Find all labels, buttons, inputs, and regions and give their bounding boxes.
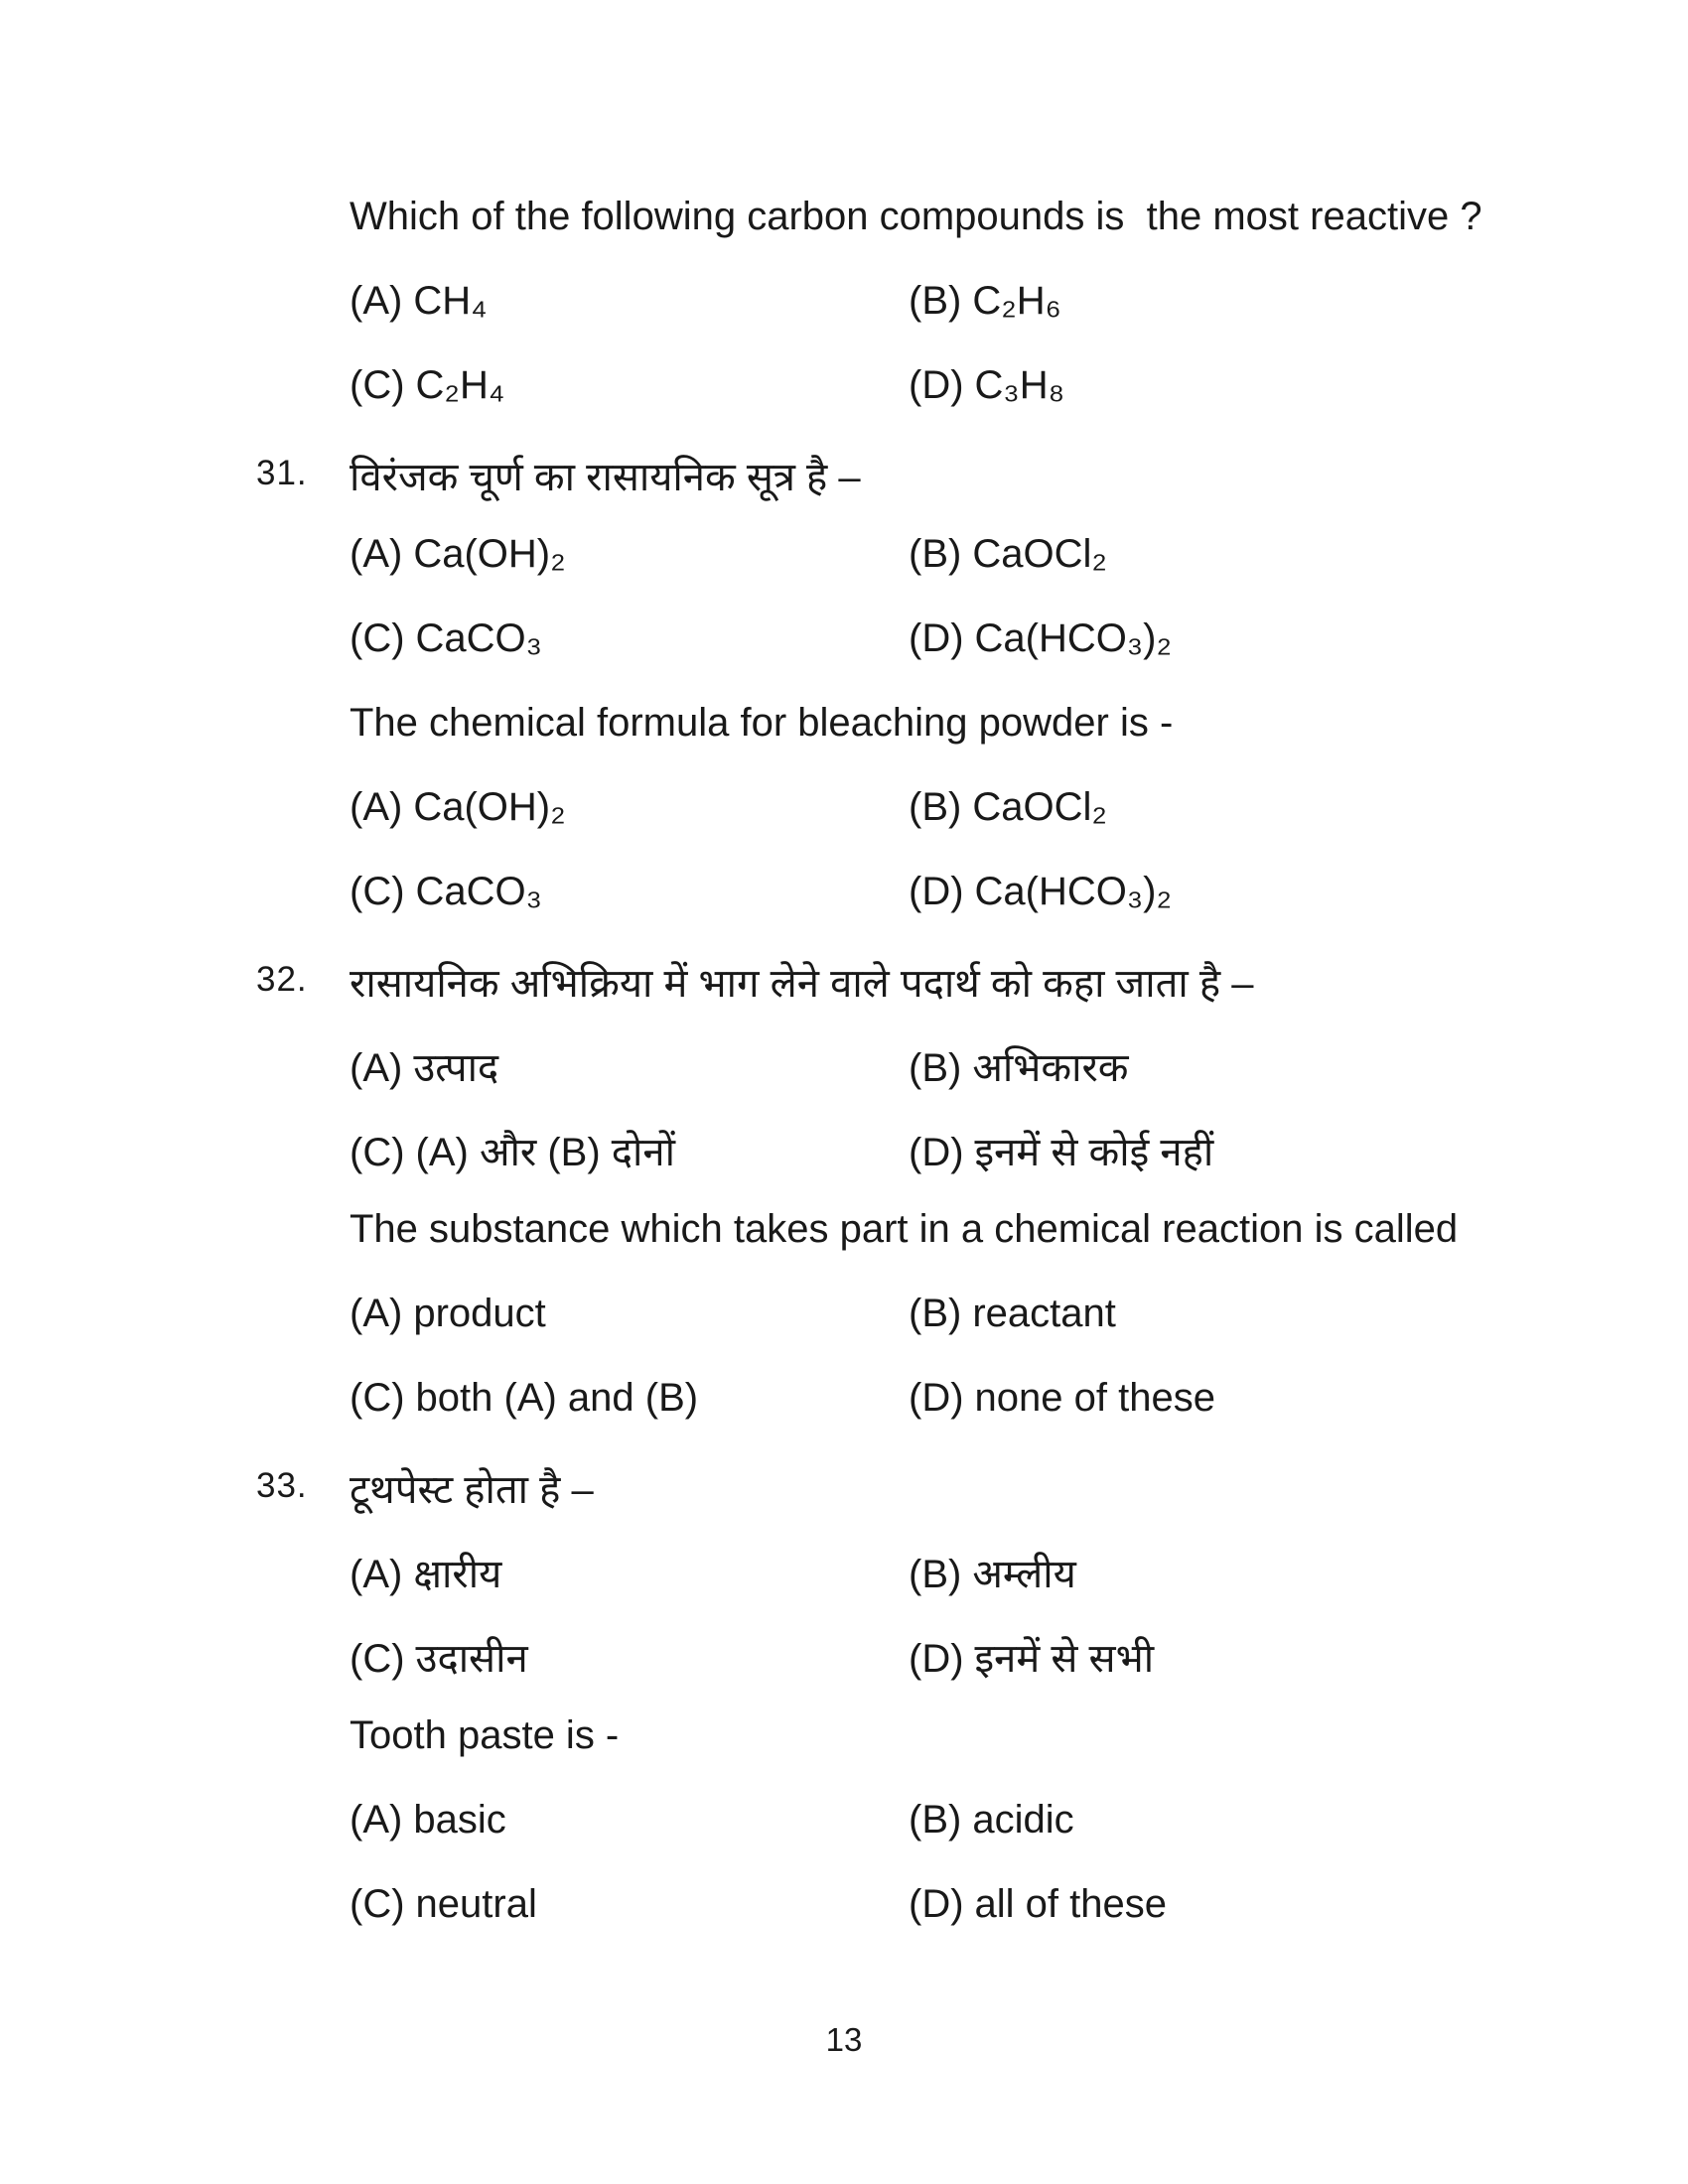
option-a-text: CH₄ bbox=[413, 279, 488, 323]
option-c-text: neutral bbox=[415, 1882, 537, 1926]
option-a-text: क्षारीय bbox=[413, 1553, 502, 1596]
options-row bbox=[0, 1629, 1688, 1691]
option-b-text: CaOCl₂ bbox=[972, 785, 1107, 829]
option-c bbox=[350, 1882, 537, 1927]
option-a bbox=[350, 1798, 506, 1843]
option-c-label: (C) bbox=[350, 870, 405, 913]
option-a-label: (A) bbox=[350, 1798, 403, 1842]
options-row bbox=[0, 279, 1688, 341]
option-a bbox=[350, 1292, 546, 1336]
options-row bbox=[0, 1798, 1688, 1859]
options-row bbox=[0, 1545, 1688, 1606]
option-d bbox=[909, 1629, 1154, 1684]
option-a bbox=[350, 1545, 501, 1599]
option-a-text: Ca(OH)₂ bbox=[413, 785, 566, 829]
option-a-label: (A) bbox=[350, 1292, 403, 1335]
option-a-label: (A) bbox=[350, 279, 403, 323]
question-row bbox=[0, 701, 1688, 762]
option-c-text: C₂H₄ bbox=[415, 363, 505, 407]
option-d-text: Ca(HCO₃)₂ bbox=[974, 616, 1173, 660]
option-c-label: (C) bbox=[350, 1131, 405, 1174]
option-b bbox=[909, 1292, 1116, 1336]
option-c-label: (C) bbox=[350, 616, 405, 660]
options-row bbox=[0, 616, 1688, 678]
options-row bbox=[0, 785, 1688, 847]
option-a bbox=[350, 532, 566, 577]
option-a bbox=[350, 785, 566, 830]
option-d bbox=[909, 1123, 1213, 1177]
option-b-label: (B) bbox=[909, 1046, 962, 1090]
option-b bbox=[909, 1798, 1074, 1843]
question-text: The substance which takes part in a chemical reaction is called bbox=[350, 1207, 1459, 1251]
option-d-text: none of these bbox=[974, 1376, 1215, 1420]
option-a-text: उत्पाद bbox=[413, 1046, 499, 1090]
option-c-text: CaCO₃ bbox=[415, 616, 542, 660]
option-b-text: अभिकारक bbox=[972, 1046, 1129, 1090]
option-d-label: (D) bbox=[909, 1637, 964, 1681]
option-b-text: CaOCl₂ bbox=[972, 532, 1107, 576]
option-c-text: both (A) and (B) bbox=[415, 1376, 699, 1420]
option-c-text: (A) और (B) दोनों bbox=[415, 1131, 675, 1174]
option-b-label: (B) bbox=[909, 1798, 962, 1842]
option-d bbox=[909, 616, 1172, 661]
question-number: 32. bbox=[256, 960, 308, 999]
option-d bbox=[909, 1882, 1167, 1927]
question-text: टूथपेस्ट होता है – bbox=[350, 1468, 594, 1512]
option-b-label: (B) bbox=[909, 1553, 962, 1596]
options-row bbox=[0, 532, 1688, 594]
question-row bbox=[0, 448, 1688, 509]
option-b bbox=[909, 785, 1107, 830]
option-c-label: (C) bbox=[350, 1882, 405, 1926]
options-row bbox=[0, 1292, 1688, 1353]
question-text: Which of the following carbon compounds is the most reactive ? bbox=[350, 195, 1482, 238]
option-b-label: (B) bbox=[909, 532, 962, 576]
option-a-text: Ca(OH)₂ bbox=[413, 532, 566, 576]
options-row bbox=[0, 1123, 1688, 1184]
option-b-text: reactant bbox=[972, 1292, 1116, 1335]
option-d bbox=[909, 1376, 1215, 1421]
options-row bbox=[0, 1882, 1688, 1944]
option-b bbox=[909, 532, 1107, 577]
option-d-label: (D) bbox=[909, 616, 964, 660]
option-d-text: C₃H₈ bbox=[974, 363, 1065, 407]
option-b-label: (B) bbox=[909, 279, 962, 323]
option-c-label: (C) bbox=[350, 1637, 405, 1681]
question-text: Tooth paste is - bbox=[350, 1713, 620, 1757]
option-b-label: (B) bbox=[909, 1292, 962, 1335]
option-d-label: (D) bbox=[909, 363, 964, 407]
option-a-label: (A) bbox=[350, 1046, 403, 1090]
option-d-text: all of these bbox=[974, 1882, 1167, 1926]
question-row bbox=[0, 195, 1688, 256]
options-row bbox=[0, 870, 1688, 931]
option-c bbox=[350, 870, 542, 914]
option-d-text: Ca(HCO₃)₂ bbox=[974, 870, 1173, 913]
option-c bbox=[350, 1123, 675, 1177]
option-c-text: CaCO₃ bbox=[415, 870, 542, 913]
option-b-label: (B) bbox=[909, 785, 962, 829]
option-a-label: (A) bbox=[350, 785, 403, 829]
question-row bbox=[0, 954, 1688, 1016]
question-text: रासायनिक अभिक्रिया में भाग लेने वाले पदार्थ को कहा जाता है – bbox=[350, 962, 1254, 1006]
question-number: 31. bbox=[256, 454, 308, 492]
option-c bbox=[350, 363, 504, 408]
options-row bbox=[0, 363, 1688, 425]
option-a bbox=[350, 1038, 498, 1093]
option-a-label: (A) bbox=[350, 532, 403, 576]
option-c bbox=[350, 1629, 528, 1684]
option-d-label: (D) bbox=[909, 870, 964, 913]
option-b-text: C₂H₆ bbox=[972, 279, 1061, 323]
question-text: विरंजक चूर्ण का रासायनिक सूत्र है – bbox=[350, 456, 861, 499]
option-b-text: acidic bbox=[972, 1798, 1074, 1842]
option-c-text: उदासीन bbox=[415, 1637, 528, 1681]
option-c bbox=[350, 1376, 698, 1421]
option-b-text: अम्लीय bbox=[972, 1553, 1076, 1596]
question-row bbox=[0, 1207, 1688, 1269]
question-row bbox=[0, 1460, 1688, 1522]
question-number: 33. bbox=[256, 1466, 308, 1505]
options-row bbox=[0, 1038, 1688, 1100]
question-text: The chemical formula for bleaching powder is - bbox=[350, 701, 1174, 745]
option-b bbox=[909, 279, 1061, 324]
option-b bbox=[909, 1038, 1129, 1093]
option-c-label: (C) bbox=[350, 1376, 405, 1420]
page-number: 13 bbox=[825, 2021, 863, 2058]
options-row bbox=[0, 1376, 1688, 1437]
option-c bbox=[350, 616, 542, 661]
option-a-text: product bbox=[413, 1292, 546, 1335]
option-d-text: इनमें से कोई नहीं bbox=[974, 1131, 1214, 1174]
option-a-label: (A) bbox=[350, 1553, 403, 1596]
option-d-label: (D) bbox=[909, 1376, 964, 1420]
option-a-text: basic bbox=[413, 1798, 506, 1842]
option-d-label: (D) bbox=[909, 1131, 964, 1174]
option-d bbox=[909, 870, 1172, 914]
option-d bbox=[909, 363, 1064, 408]
option-a bbox=[350, 279, 487, 324]
option-c-label: (C) bbox=[350, 363, 405, 407]
option-b bbox=[909, 1545, 1076, 1599]
option-d-label: (D) bbox=[909, 1882, 964, 1926]
option-d-text: इनमें से सभी bbox=[974, 1637, 1155, 1681]
question-row bbox=[0, 1713, 1688, 1775]
